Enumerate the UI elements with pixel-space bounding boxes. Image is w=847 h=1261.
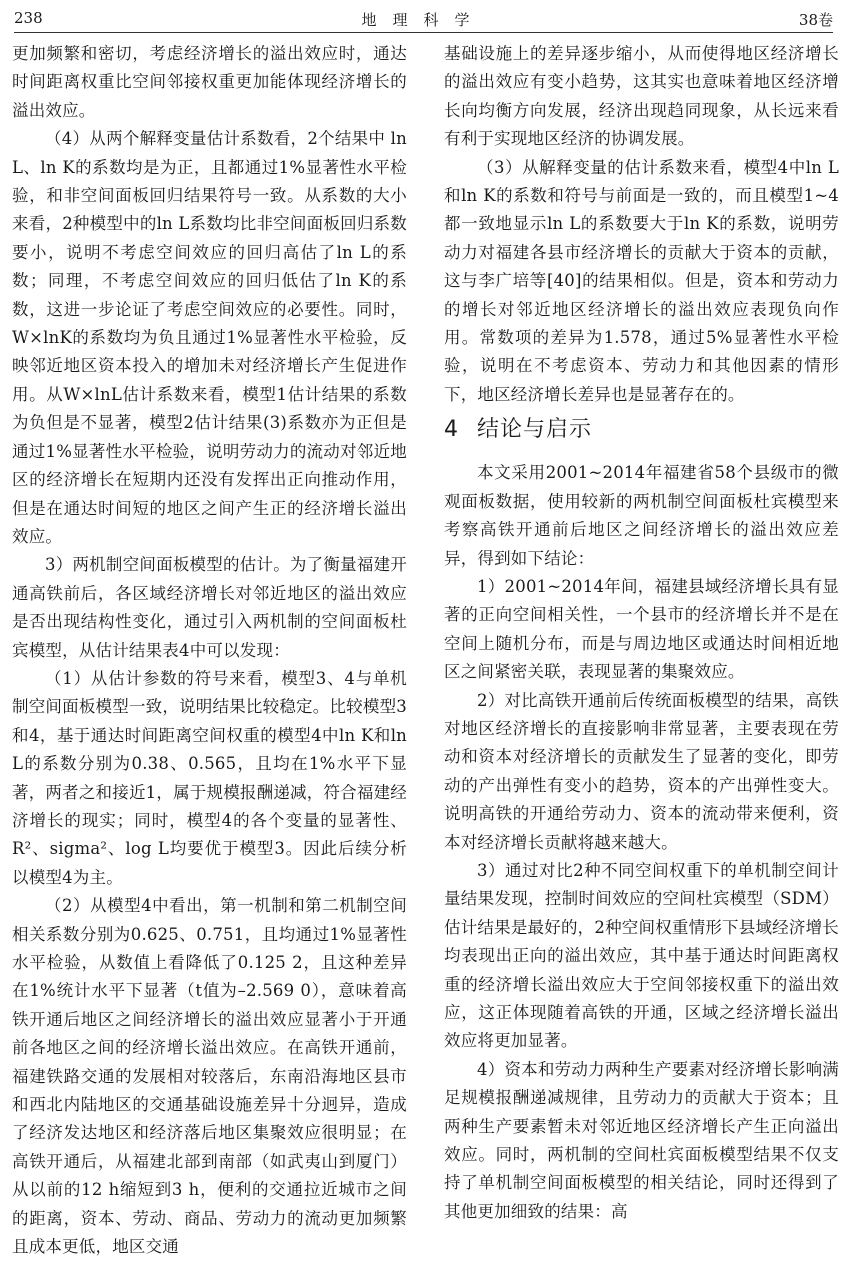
paragraph: 2）对比高铁开通前后传统面板模型的结果，高铁对地区经济增长的直接影响非常显著，主要表现在劳动和资本对经济增长的贡献发生了显著的变化，即劳动的产出弹性有变小的趋势，资本的产出弹性变大。说明高铁的开通给劳动力、资本的流动带来便利，资本对经济增长贡献将越来越大。 [444, 690, 839, 852]
paragraph: （1）从估计参数的符号来看，模型3、4与单机制空间面板模型一致，说明结果比较稳定。比较模型3和4，基于通达时间距离空间权重的模型4中ln K和ln L的系数分别为0.38、0.565，且均在1%水平下显著，两者之和接近1，属于规模报酬递减，符合福建经济增长的现实；同时，模型4的各个变量的显著性、R²、sigma²、log L均要优于模型3。因此后续分析以模型4为主。 [12, 668, 407, 887]
page-header [14, 6, 833, 33]
paragraph: （3）从解释变量的估计系数来看，模型4中ln L和ln K的系数和符号与前面是一致的，而且模型1~4都一致地显示ln L的系数要大于ln K的系数，说明劳动力对福建各县市经济增长的贡献大于资本的贡献，这与李广培等[40]的结果相似。但是，资本和劳动力的增长对邻近地区经济增长的溢出效应表现负向作用。常数项的差异为1.578，通过5%显著性水平检验，说明在不考虑资本、劳动力和其他因素的情形下，地区经济增长差异也是显著存在的。 [444, 157, 839, 404]
section-heading [444, 415, 839, 445]
section-number: 4 [444, 417, 459, 443]
section-title: 结论与启示 [477, 417, 593, 443]
paragraph: 3）两机制空间面板模型的估计。为了衡量福建开通高铁前后，各区域经济增长对邻近地区的溢出效应是否出现结构性变化，通过引入两机制的空间面板杜宾模型，从估计结果表4中可以发现： [12, 555, 407, 660]
paragraph: 3）通过对比2种不同空间权重下的单机制空间计量结果发现，控制时间效应的空间杜宾模型（SDM）估计结果是最好的，2种空间权重情形下县域经济增长均表现出正向的溢出效应，其中基于通达时间距离权重的经济增长溢出效应大于空间邻接权重下的溢出效应，这正体现随着高铁的开通，区域之经济增长溢出效应将更加显著。 [444, 860, 839, 1051]
paragraph: 基础设施上的差异逐步缩小，从而使得地区经济增长的溢出效应有变小趋势，这其实也意味着地区经济增长向均衡方向发展，经济出现趋同现象，从长远来看有利于实现地区经济的协调发展。 [444, 44, 839, 149]
left-column [12, 40, 407, 1261]
right-column [444, 40, 839, 1226]
journal-title: 地理科学 [361, 11, 486, 29]
paragraph: 1）2001~2014年间，福建县域经济增长具有显著的正向空间相关性，一个县市的经济增长并不是在空间上随机分布，而是与周边地区或通达时间相近地区之间紧密关联，表现显著的集聚效应。 [444, 576, 839, 682]
paragraph: （2）从模型4中看出，第一机制和第二机制空间相关系数分别为0.625、0.751，且均通过1%显著性水平检验，从数值上看降低了0.125 2，且这种差异在1%统计水平下显著（t值为–2.569 0），意味着高铁开通后地区之间经济增长的溢出效应显著小于开通前各地区之间的经济增长溢出效应。在高铁开通前，福建铁路交通的发展相对较落后，东南沿海地区县市和西北内陆地区的交通基础设施差异十分迥异，造成了经济发达地区和经济落后地区集聚效应很明显；在高铁开通后，从福建北部到南部（如武夷山到厦门）从以前的12 h缩短到3 h，便利的交通拉近城市之间的距离，资本、劳动、商品、劳动力的流动更加频繁且成本更低，地区交通 [12, 896, 407, 1257]
volume-label: 38卷 [798, 11, 833, 29]
paragraph: （4）从两个解释变量估计系数看，2个结果中 ln L、ln K的系数均是为正，且都通过1%显著性水平检验，和非空间面板回归结果符号一致。从系数的大小来看，2种模型中的ln L系数均比非空间面板回归系数要小，说明不考虑空间效应的回归高估了ln L的系数；同理，不考虑空间效应的回归低估了ln K的系数，这进一步论证了考虑空间效应的必要性。同时，W×lnK的系数均为负且通过1%显著性水平检验，反映邻近地区资本投入的增加未对经济增长产生促进作用。从W×lnL估计系数来看，模型1估计结果的系数为负但是不显著，模型2估计结果(3)系数亦为正但是通过1%显著性水平检验，说明劳动力的流动对邻近地区的经济增长在短期内还没有发挥出正向推动作用，但是在通达时间短的地区之间产生正的经济增长溢出效应。 [12, 129, 407, 546]
paragraph: 更加频繁和密切，考虑经济增长的溢出效应时，通达时间距离权重比空间邻接权重更加能体现经济增长的溢出效应。 [12, 44, 407, 120]
page-number: 238 [14, 9, 43, 27]
paragraph: 4）资本和劳动力两种生产要素对经济增长影响满足规模报酬递减规律，且劳动力的贡献大于资本；且两种生产要素暂未对邻近地区经济增长产生正向溢出效应。同时，两机制的空间杜宾面板模型结果不仅支持了单机制空间面板模型的相关结论，同时还得到了其他更加细致的结果：高 [444, 1059, 839, 1221]
paragraph: 本文采用2001~2014年福建省58个县级市的微观面板数据，使用较新的两机制空间面板杜宾模型来考察高铁开通前后地区之间经济增长的溢出效应差异，得到如下结论： [444, 463, 839, 568]
